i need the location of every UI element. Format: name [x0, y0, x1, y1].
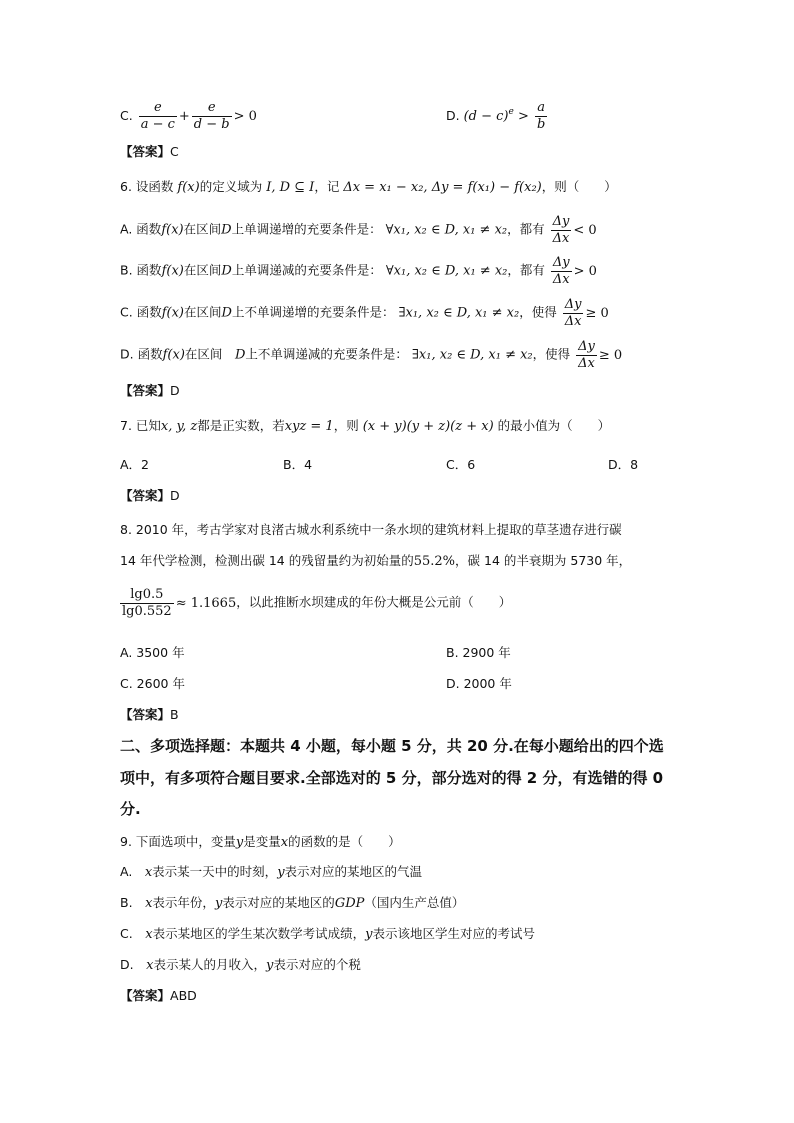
math-expression: $\frac{e}{a - c}$ + $\frac{e}{d - b}$ > 0	[140, 100, 257, 132]
math-inline: y	[235, 835, 244, 850]
answer-tag: 【答案】	[120, 383, 171, 398]
option-text: 上单调递减的充要条件是：	[231, 262, 382, 278]
math-inline: y	[365, 927, 373, 942]
math-inline: ∀x₁, x₂ ∈ D, x₁ ≠ x₂	[385, 263, 508, 279]
stem-text: 9. 下面选项中，变量	[120, 834, 236, 849]
q9-answer	[120, 990, 197, 1003]
math-inline: y	[277, 865, 285, 880]
math-inline: y	[214, 896, 223, 911]
math-inline: f(x)	[162, 347, 185, 363]
option-text: 表示对应的某地区的气温	[284, 864, 423, 879]
math-inline: D	[221, 305, 232, 321]
math-fraction: $\frac{\lg 0.5}{\lg 0.552}$ ≈ 1.1665	[122, 587, 237, 619]
math-inline: xyz = 1	[284, 419, 334, 434]
math-expression: $(d - c)^e$ > $\frac{a}{b}$	[463, 100, 546, 132]
answer-tag: 【答案】	[120, 707, 171, 722]
math-inline: ∀x₁, x₂ ∈ D, x₁ ≠ x₂	[385, 222, 508, 238]
q5-answer	[120, 146, 179, 159]
math-inline: x	[145, 896, 153, 911]
math-inline: f(x)	[161, 263, 184, 279]
stem-text: 的函数的是（ ）	[288, 834, 401, 849]
math-inline: D	[221, 263, 232, 279]
math-fraction: $\frac{\Delta y}{\Delta x}$ ≥ 0	[564, 297, 609, 329]
q7-answer	[120, 490, 180, 503]
q8-option-c: C. 2600 年	[120, 676, 185, 691]
option-text: 在区间	[183, 262, 222, 278]
option-label: C.	[120, 926, 133, 941]
section-heading-line2: 项中，有多项符合题目要求.全部选对的 5 分，部分选对的得 2 分，有选错的得 0	[120, 769, 664, 787]
q7-option-c: C．6	[446, 457, 476, 472]
option-text: 表示某一天中的时刻，	[152, 864, 278, 879]
q6-option-c	[120, 298, 609, 328]
answer-tag: 【答案】	[120, 488, 171, 503]
math-inline: y	[265, 958, 274, 973]
option-label: D.	[120, 957, 134, 972]
math-fraction: $\frac{\Delta y}{\Delta x}$ ≥ 0	[578, 339, 623, 371]
q8-answer	[120, 709, 179, 722]
q7-option-b: B．4	[283, 457, 313, 472]
math-fraction: $\frac{\Delta y}{\Delta x}$ > 0	[552, 255, 597, 287]
option-label: B.	[120, 262, 133, 278]
option-text: ，都有	[507, 262, 545, 278]
option-label: A.	[120, 864, 133, 879]
math-inline: (x + y)(y + z)(z + x)	[362, 419, 494, 434]
q8-stem-line2	[120, 555, 631, 568]
math-inline: ∃x₁, x₂ ∈ D, x₁ ≠ x₂	[411, 347, 533, 363]
math-inline: x	[144, 865, 153, 880]
option-text: 在区间	[184, 346, 223, 362]
math-inline: f(x)	[161, 305, 184, 321]
q6-stem	[120, 181, 617, 194]
option-text: 表示该地区学生对应的考试号	[372, 926, 535, 941]
math-inline: D	[221, 222, 232, 238]
option-label: B.	[120, 895, 133, 910]
option-text: 在区间	[184, 304, 222, 320]
section-heading-line3: 分.	[120, 800, 141, 818]
section-heading-line1: 二、多项选择题：本题共 4 小题，每小题 5 分，共 20 分.在每小题给出的四个选	[120, 737, 664, 755]
option-label: C.	[120, 107, 133, 123]
math-inline: GDP	[334, 896, 365, 911]
q5-option-c	[120, 101, 257, 131]
option-text: 上不单调递增的充要条件是：	[231, 304, 395, 320]
option-label: D.	[120, 346, 134, 362]
stem-text: 都是正实数，若	[197, 418, 285, 433]
math-inline: I, D ⊆ I	[266, 180, 315, 195]
stem-text: ，则（ ）	[541, 179, 617, 194]
option-text: 表示对应的个税	[273, 957, 361, 972]
q5-option-d	[446, 101, 549, 131]
math-inline: ∃x₁, x₂ ∈ D, x₁ ≠ x₂	[398, 305, 520, 321]
q8-option-b: B. 2900 年	[446, 645, 511, 660]
option-text: ，使得	[532, 346, 571, 362]
option-text: 上不单调递减的充要条件是：	[245, 346, 408, 362]
answer-tag: 【答案】	[120, 144, 171, 159]
answer-value: C	[170, 144, 179, 159]
q9-option-c	[120, 928, 535, 941]
math-fraction: $\frac{\Delta y}{\Delta x}$ < 0	[552, 214, 597, 246]
option-text: ，使得	[519, 304, 557, 320]
stem-text: 的定义域为	[199, 179, 263, 194]
option-label: C.	[120, 304, 133, 320]
option-text: 表示对应的某地区的	[222, 895, 335, 910]
math-inline: x	[145, 927, 153, 942]
q7-stem	[120, 420, 610, 433]
stem-text: ，碳 14 的半衰期为 5730 年，	[455, 553, 632, 568]
stem-text: ，则	[333, 418, 359, 433]
stem-text: 14 年代学检测，检测出碳 14 的残留量约为初始量的	[120, 553, 414, 568]
q9-option-b	[120, 897, 464, 910]
math-inline: D	[234, 347, 246, 363]
option-text: 函数	[136, 221, 162, 237]
option-text: 表示某地区的学生某次数学考试成绩，	[152, 926, 366, 941]
option-text: ，都有	[507, 221, 545, 237]
math-inline: x	[146, 958, 154, 973]
q8-stem-line1: 8. 2010 年，考古学家对良渚古城水利系统中一条水坝的建筑材料上提取的草茎遗存进行碳	[120, 522, 622, 537]
stem-text: ，记	[314, 179, 340, 194]
q7-option-d: D．8	[608, 457, 639, 472]
math-inline: Δx = x₁ − x₂, Δy = f(x₁) − f(x₂)	[343, 180, 542, 195]
option-text: 表示某人的月收入，	[153, 957, 266, 972]
option-text: 在区间	[183, 221, 222, 237]
math-inline: f(x)	[177, 180, 200, 195]
option-text: （国内生产总值）	[364, 895, 465, 910]
q9-option-a	[120, 866, 422, 879]
option-text: 上单调递增的充要条件是：	[231, 221, 382, 237]
option-label: A.	[120, 221, 133, 237]
stem-text: 6. 设函数	[120, 179, 174, 194]
math-inline: 55.2%	[413, 554, 456, 569]
q6-answer	[120, 385, 180, 398]
q8-option-a: A. 3500 年	[120, 645, 185, 660]
option-text: 函数	[137, 346, 163, 362]
q6-option-b	[120, 256, 597, 286]
math-inline: f(x)	[161, 222, 184, 238]
q9-stem	[120, 836, 401, 849]
stem-text: 是变量	[243, 834, 281, 849]
answer-value: D	[170, 488, 180, 503]
answer-value: B	[170, 707, 179, 722]
stem-text: 的最小值为（ ）	[497, 418, 611, 433]
q6-option-a	[120, 215, 597, 245]
math-inline: x, y, z	[160, 419, 198, 434]
q6-option-d	[120, 340, 622, 370]
q7-option-a: A．2	[120, 457, 150, 472]
answer-value: D	[170, 383, 180, 398]
stem-text: ，以此推断水坝建成的年份大概是公元前（ ）	[236, 594, 512, 610]
option-text: 函数	[136, 262, 162, 278]
q8-option-d: D. 2000 年	[446, 676, 512, 691]
option-text: 函数	[136, 304, 162, 320]
math-inline: x	[280, 835, 289, 850]
stem-text: 7. 已知	[120, 418, 161, 433]
q9-option-d	[120, 959, 361, 972]
option-label: D.	[446, 107, 460, 123]
answer-value: ABD	[170, 988, 197, 1003]
option-text: 表示年份，	[152, 895, 215, 910]
q8-stem-line3	[118, 588, 511, 618]
answer-tag: 【答案】	[120, 988, 171, 1003]
